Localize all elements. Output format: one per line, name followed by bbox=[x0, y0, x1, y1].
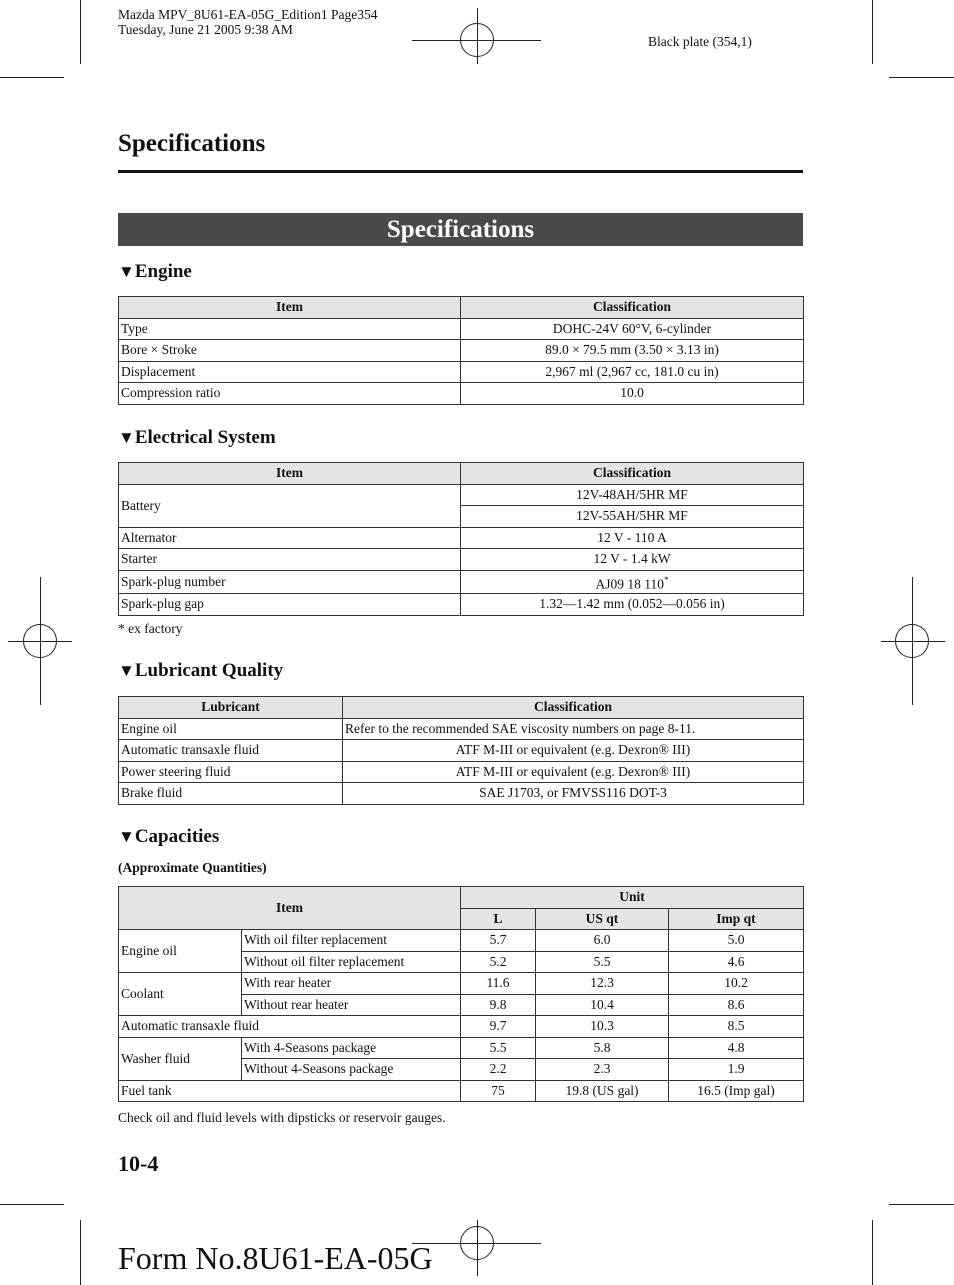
triangle-down-icon: ▼ bbox=[118, 827, 135, 846]
table-row bbox=[119, 1037, 804, 1059]
cell-item: Fuel tank bbox=[119, 1080, 461, 1102]
column-header-item: Item bbox=[119, 463, 461, 485]
column-header-item: Item bbox=[119, 887, 461, 930]
cell-item: Brake fluid bbox=[119, 783, 343, 805]
table-row bbox=[119, 1016, 804, 1038]
cell-us-qt: 19.8 (US gal) bbox=[536, 1080, 669, 1102]
electrical-heading bbox=[118, 427, 276, 449]
column-header-classification: Classification bbox=[461, 297, 804, 319]
table-row bbox=[119, 340, 804, 362]
cell-l: 5.2 bbox=[461, 951, 536, 973]
cell-value: ATF M-III or equivalent (e.g. Dexron® III) bbox=[343, 740, 804, 762]
cell-subitem: With 4-Seasons package bbox=[242, 1037, 461, 1059]
engine-heading-label: Engine bbox=[134, 261, 192, 282]
title-rule bbox=[118, 170, 803, 173]
table-row bbox=[119, 783, 804, 805]
cell-value: 12 V - 1.4 kW bbox=[461, 549, 804, 571]
cell-us-qt: 6.0 bbox=[536, 930, 669, 952]
table-row bbox=[119, 383, 804, 405]
electrical-table bbox=[118, 462, 804, 616]
table-row bbox=[119, 973, 804, 995]
cell-us-qt: 10.4 bbox=[536, 994, 669, 1016]
cell-value: 10.0 bbox=[461, 383, 804, 405]
triangle-down-icon: ▼ bbox=[118, 262, 135, 281]
cell-subitem: Without oil filter replacement bbox=[242, 951, 461, 973]
cell-value: ATF M-III or equivalent (e.g. Dexron® III) bbox=[343, 761, 804, 783]
cell-imp-qt: 1.9 bbox=[669, 1059, 804, 1081]
cell-l: 75 bbox=[461, 1080, 536, 1102]
cell-value bbox=[461, 570, 804, 594]
table-row bbox=[119, 318, 804, 340]
cell-item: Engine oil bbox=[119, 718, 343, 740]
plate-label: Black plate (354,1) bbox=[648, 34, 752, 49]
cell-value: SAE J1703, or FMVSS116 DOT-3 bbox=[343, 783, 804, 805]
table-row bbox=[119, 484, 804, 506]
column-header-unit: Unit bbox=[461, 887, 804, 909]
column-header-imp-qt: Imp qt bbox=[669, 908, 804, 930]
cell-l: 9.8 bbox=[461, 994, 536, 1016]
table-header-row bbox=[119, 297, 804, 319]
table-header-row bbox=[119, 697, 804, 719]
electrical-heading-label: Electrical System bbox=[134, 427, 276, 448]
cell-us-qt: 12.3 bbox=[536, 973, 669, 995]
table-row bbox=[119, 1080, 804, 1102]
cell-item: Bore × Stroke bbox=[119, 340, 461, 362]
cell-value: 12 V - 110 A bbox=[461, 527, 804, 549]
column-header-lubricant: Lubricant bbox=[119, 697, 343, 719]
column-header-classification: Classification bbox=[343, 697, 804, 719]
column-header-l: L bbox=[461, 908, 536, 930]
cell-subitem: Without 4-Seasons package bbox=[242, 1059, 461, 1081]
cell-item: Washer fluid bbox=[119, 1037, 242, 1080]
cell-l: 9.7 bbox=[461, 1016, 536, 1038]
table-row bbox=[119, 718, 804, 740]
table-row bbox=[119, 527, 804, 549]
print-header-line2: Tuesday, June 21 2005 9:38 AM bbox=[118, 22, 293, 37]
triangle-down-icon: ▼ bbox=[118, 428, 135, 447]
table-row bbox=[119, 549, 804, 571]
cell-item: Coolant bbox=[119, 973, 242, 1016]
table-row bbox=[119, 361, 804, 383]
cell-value: 12V-48AH/5HR MF bbox=[461, 484, 804, 506]
cell-imp-qt: 5.0 bbox=[669, 930, 804, 952]
cell-item: Battery bbox=[119, 484, 461, 527]
capacities-note: Check oil and fluid levels with dipsticks or reservoir gauges. bbox=[118, 1110, 446, 1125]
cell-imp-qt: 10.2 bbox=[669, 973, 804, 995]
cell-subitem: With rear heater bbox=[242, 973, 461, 995]
cell-item: Automatic transaxle fluid bbox=[119, 740, 343, 762]
form-number: Form No.8U61-EA-05G bbox=[118, 1240, 433, 1276]
lubricant-heading-label: Lubricant Quality bbox=[134, 660, 284, 681]
cell-item: Engine oil bbox=[119, 930, 242, 973]
cell-item: Starter bbox=[119, 549, 461, 571]
engine-table bbox=[118, 296, 804, 405]
cell-value: 1.32―1.42 mm (0.052―0.056 in) bbox=[461, 594, 804, 616]
table-row bbox=[119, 761, 804, 783]
cell-us-qt: 5.5 bbox=[536, 951, 669, 973]
cell-value: 12V-55AH/5HR MF bbox=[461, 506, 804, 528]
print-header-line1: Mazda MPV_8U61-EA-05G_Edition1 Page354 bbox=[118, 7, 378, 22]
cell-item: Displacement bbox=[119, 361, 461, 383]
cell-l: 5.7 bbox=[461, 930, 536, 952]
cell-imp-qt: 8.6 bbox=[669, 994, 804, 1016]
cell-item: Power steering fluid bbox=[119, 761, 343, 783]
triangle-down-icon: ▼ bbox=[118, 661, 135, 680]
section-banner: Specifications bbox=[118, 213, 803, 246]
cell-l: 5.5 bbox=[461, 1037, 536, 1059]
spark-plug-number: AJ09 18 110 bbox=[595, 576, 664, 591]
table-row bbox=[119, 570, 804, 594]
engine-heading bbox=[118, 261, 192, 283]
page-number: 10-4 bbox=[118, 1151, 159, 1176]
column-header-item: Item bbox=[119, 297, 461, 319]
cell-item: Automatic transaxle fluid bbox=[119, 1016, 461, 1038]
column-header-us-qt: US qt bbox=[536, 908, 669, 930]
cell-item: Compression ratio bbox=[119, 383, 461, 405]
cell-us-qt: 5.8 bbox=[536, 1037, 669, 1059]
table-row bbox=[119, 930, 804, 952]
cell-imp-qt: 16.5 (Imp gal) bbox=[669, 1080, 804, 1102]
page-title: Specifications bbox=[118, 130, 266, 157]
cell-subitem: With oil filter replacement bbox=[242, 930, 461, 952]
cell-item: Type bbox=[119, 318, 461, 340]
cell-l: 2.2 bbox=[461, 1059, 536, 1081]
cell-subitem: Without rear heater bbox=[242, 994, 461, 1016]
capacities-subtitle: (Approximate Quantities) bbox=[118, 860, 267, 875]
capacities-heading bbox=[118, 826, 219, 848]
cell-value: Refer to the recommended SAE viscosity numbers on page 8-11. bbox=[343, 718, 804, 740]
lubricant-heading bbox=[118, 660, 283, 682]
cell-item: Spark-plug number bbox=[119, 570, 461, 594]
cell-value: 2,967 ml (2,967 cc, 181.0 cu in) bbox=[461, 361, 804, 383]
cell-l: 11.6 bbox=[461, 973, 536, 995]
capacities-heading-label: Capacities bbox=[134, 826, 220, 847]
table-header-row bbox=[119, 887, 804, 909]
cell-us-qt: 10.3 bbox=[536, 1016, 669, 1038]
table-header-row bbox=[119, 463, 804, 485]
footnote: * ex factory bbox=[118, 621, 183, 636]
table-row bbox=[119, 740, 804, 762]
cell-value: 89.0 × 79.5 mm (3.50 × 3.13 in) bbox=[461, 340, 804, 362]
cell-value: DOHC-24V 60°V, 6-cylinder bbox=[461, 318, 804, 340]
capacities-table bbox=[118, 886, 804, 1102]
cell-imp-qt: 4.8 bbox=[669, 1037, 804, 1059]
column-header-classification: Classification bbox=[461, 463, 804, 485]
cell-us-qt: 2.3 bbox=[536, 1059, 669, 1081]
cell-item: Spark-plug gap bbox=[119, 594, 461, 616]
table-row bbox=[119, 594, 804, 616]
cell-imp-qt: 4.6 bbox=[669, 951, 804, 973]
cell-imp-qt: 8.5 bbox=[669, 1016, 804, 1038]
cell-item: Alternator bbox=[119, 527, 461, 549]
lubricant-table bbox=[118, 696, 804, 805]
footnote-marker: * bbox=[664, 574, 669, 585]
